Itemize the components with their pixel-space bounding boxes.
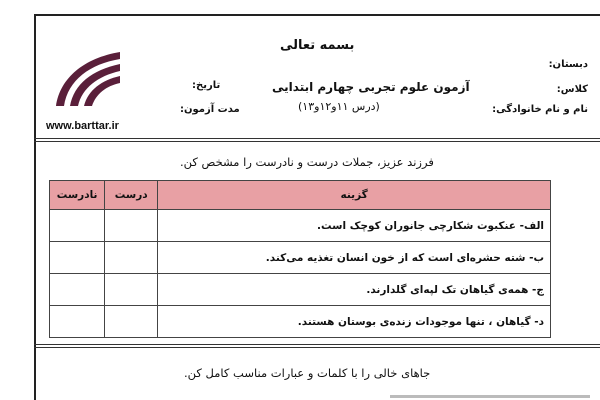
- cut-off-next-line: [350, 392, 590, 400]
- correct-answer-cell[interactable]: [105, 242, 158, 274]
- correct-answer-cell[interactable]: [105, 306, 158, 338]
- statement-text: ب- شته حشره‌ای است که از خون انسان تغذیه می‌کند.: [158, 242, 551, 274]
- table-row: [50, 306, 551, 338]
- statement-text: ج- همه‌ی گیاهان تک لپه‌ای گلدارند.: [158, 274, 551, 306]
- incorrect-answer-cell[interactable]: [50, 306, 105, 338]
- frame-left-border: [34, 14, 36, 400]
- table-row: [50, 242, 551, 274]
- true-false-table: [49, 180, 551, 338]
- student-name-label: نام و نام خانوادگی:: [492, 104, 588, 115]
- column-option: گزینه: [158, 181, 551, 210]
- frame-top-border: [34, 14, 600, 16]
- incorrect-answer-cell[interactable]: [50, 274, 105, 306]
- section1-instruction: فرزند عزیز، جملات درست و نادرست را مشخص کن.: [180, 155, 434, 169]
- column-incorrect: نادرست: [50, 181, 105, 210]
- table-row: [50, 210, 551, 242]
- column-correct: درست: [105, 181, 158, 210]
- barttar-logo-icon: [50, 48, 122, 110]
- date-label: تاریخ:: [192, 80, 221, 91]
- statement-text: د- گیاهان ، تنها موجودات زنده‌ی بوستان هستند.: [158, 306, 551, 338]
- school-label: دبستان:: [548, 59, 588, 70]
- table-header-row: [50, 181, 551, 210]
- duration-label: مدت آزمون:: [180, 104, 240, 115]
- section2-instruction: جاهای خالی را با کلمات و عبارات مناسب کامل کن.: [184, 366, 431, 380]
- exam-title: آزمون علوم تجربی چهارم ابتدایی: [272, 80, 470, 94]
- website-link[interactable]: www.barttar.ir: [46, 120, 119, 132]
- lesson-range: (درس ۱۱و۱۲و۱۳): [298, 100, 380, 113]
- correct-answer-cell[interactable]: [105, 274, 158, 306]
- class-label: کلاس:: [556, 84, 588, 95]
- section-divider: [34, 344, 600, 348]
- incorrect-answer-cell[interactable]: [50, 210, 105, 242]
- bismillah-heading: بسمه تعالی: [280, 38, 355, 53]
- correct-answer-cell[interactable]: [105, 210, 158, 242]
- header-divider: [34, 138, 600, 142]
- incorrect-answer-cell[interactable]: [50, 242, 105, 274]
- table-row: [50, 274, 551, 306]
- statement-text: الف- عنکبوت شکارچی جانوران کوچک است.: [158, 210, 551, 242]
